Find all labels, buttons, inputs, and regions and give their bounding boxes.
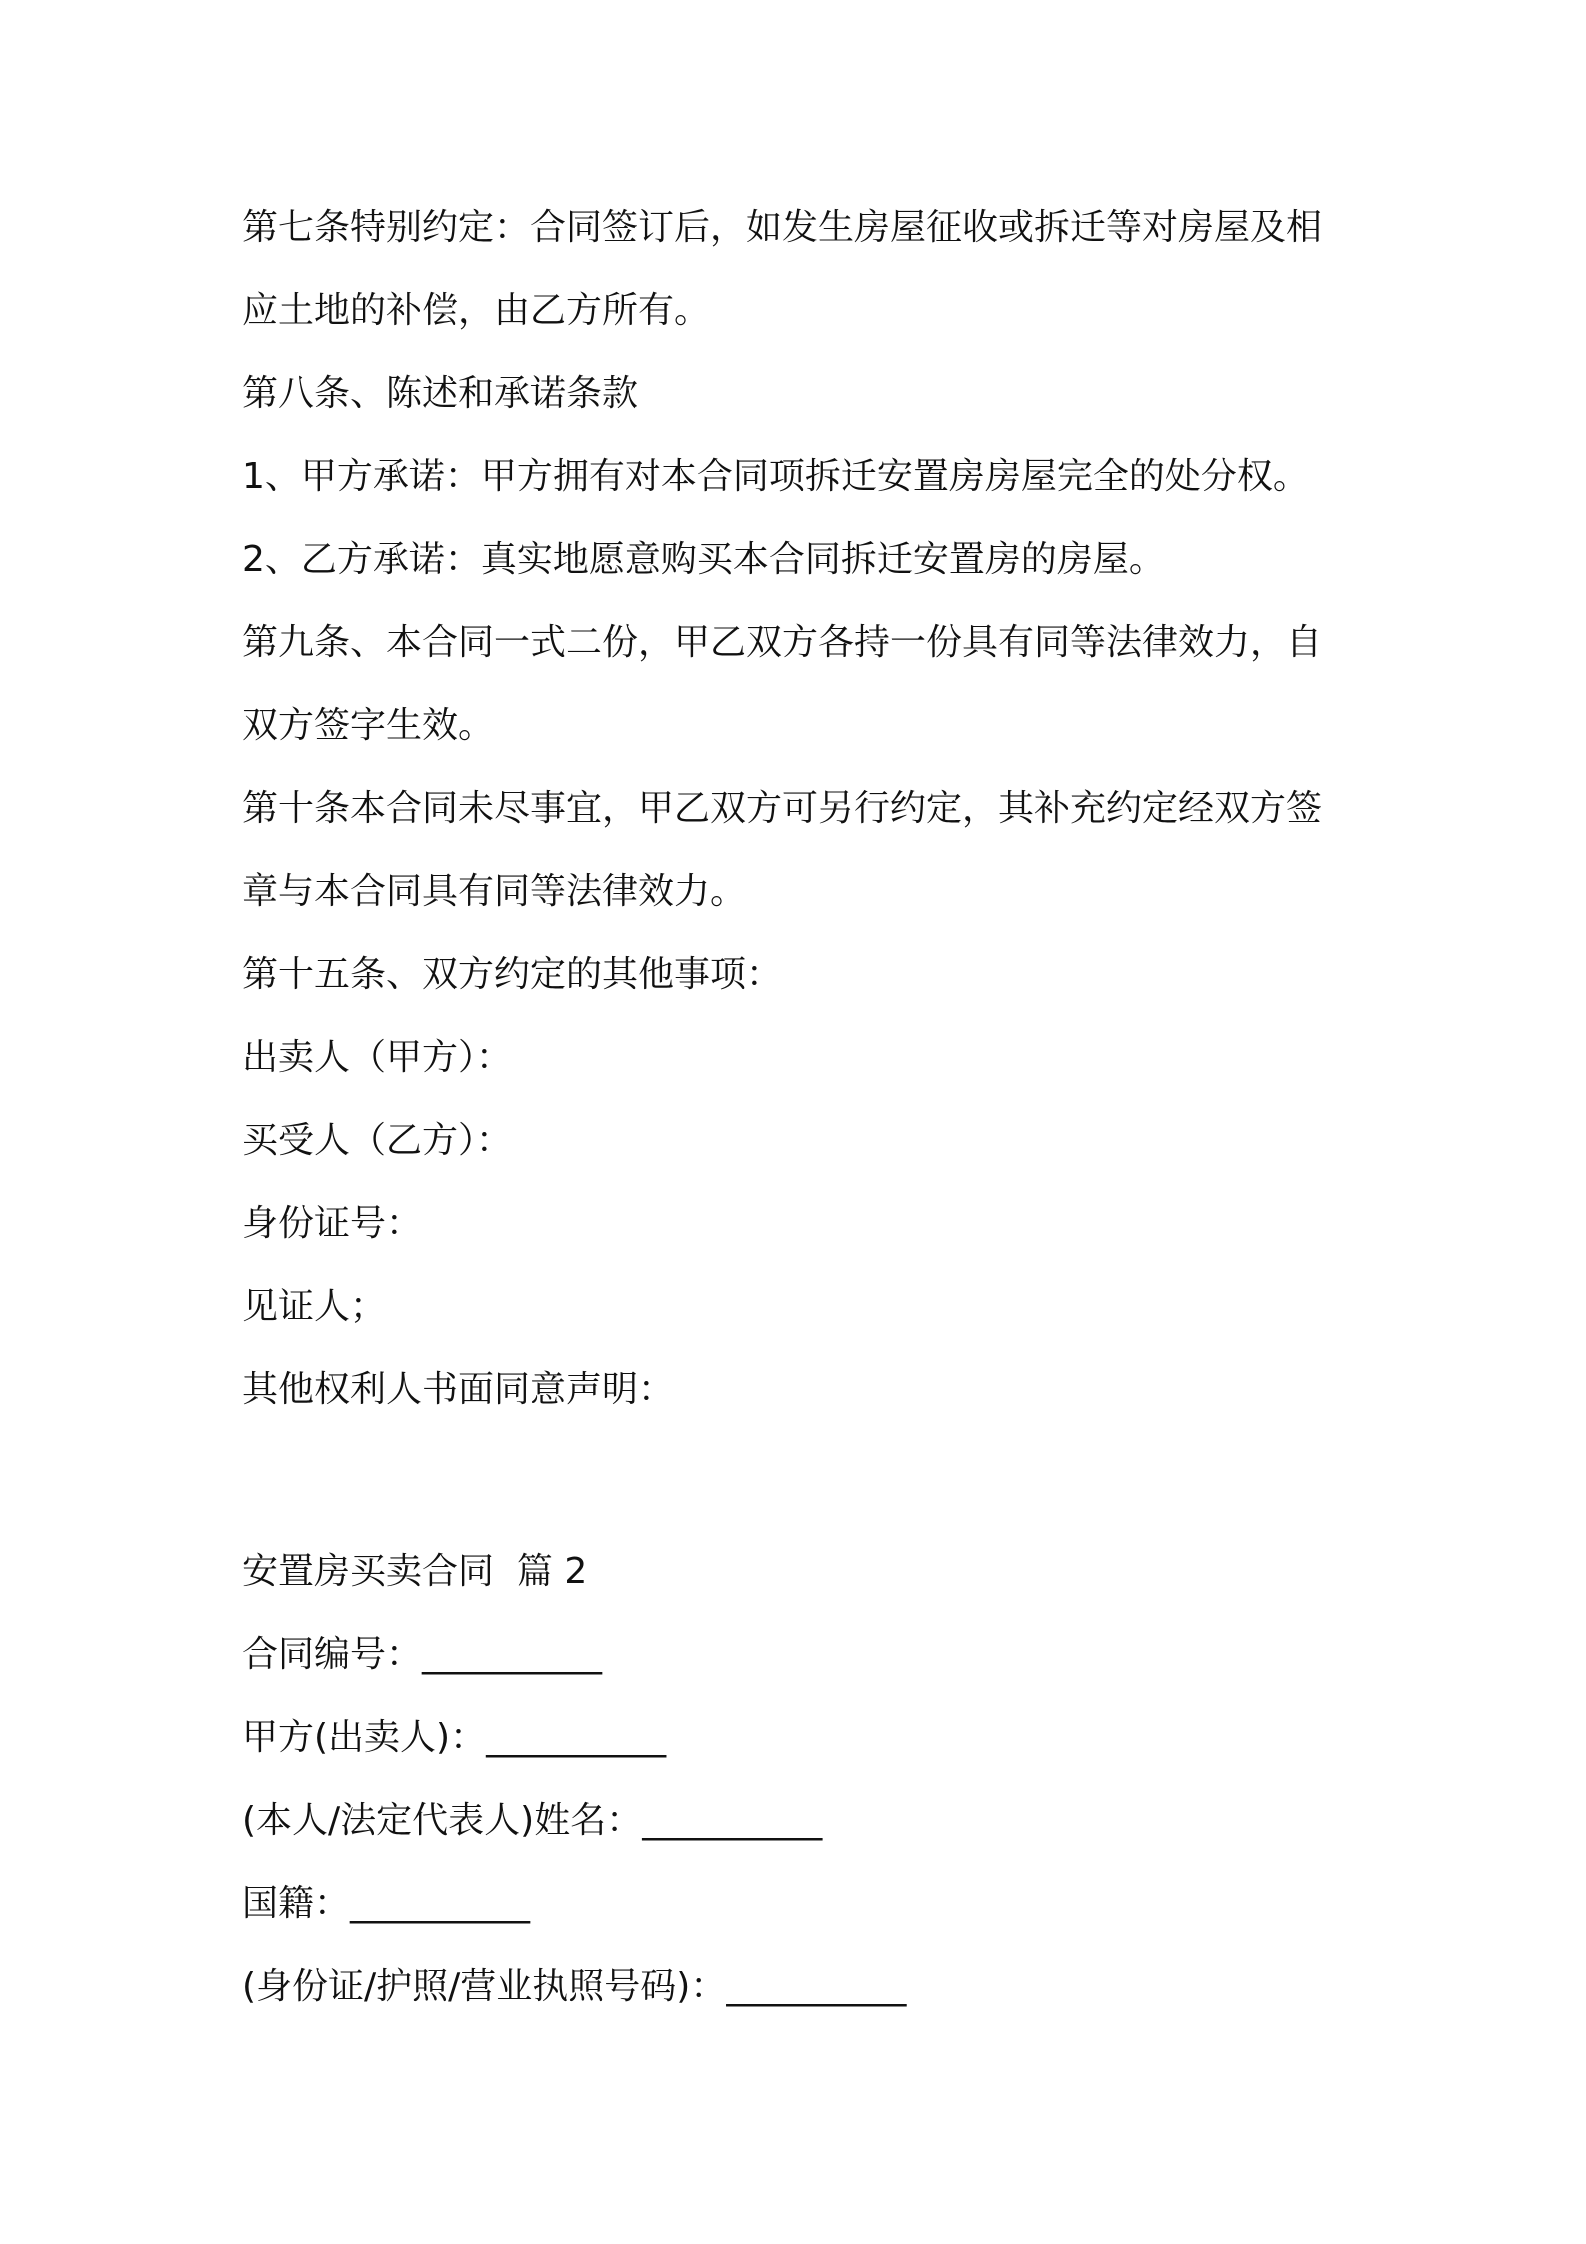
- buyer-signature-label: 买受人（乙方）：: [242, 1120, 513, 1161]
- clause-15-heading: 第十五条、双方约定的其他事项：: [242, 954, 783, 995]
- nationality-field: 国籍：__________: [242, 1883, 531, 1924]
- party-a-seller-field: 甲方(出卖人)：__________: [242, 1717, 667, 1758]
- contract-2-title: 安置房买卖合同 篇 2: [242, 1551, 588, 1592]
- clause-10-line-1: 第十条本合同未尽事宜，甲乙双方可另行约定，其补充约定经双方签: [242, 788, 1323, 829]
- id-passport-license-field: (身份证/护照/营业执照号码)：__________: [242, 1966, 907, 2007]
- clause-7-line-2: 应土地的补偿，由乙方所有。: [242, 290, 711, 331]
- party-a-commitment: 1、甲方承诺：甲方拥有对本合同项拆迁安置房房屋完全的处分权。: [242, 456, 1309, 497]
- witness-label: 见证人；: [242, 1286, 387, 1327]
- clause-8-heading: 第八条、陈述和承诺条款: [242, 373, 639, 414]
- clause-10-line-2: 章与本合同具有同等法律效力。: [242, 871, 747, 912]
- clause-9-line-1: 第九条、本合同一式二份，甲乙双方各持一份具有同等法律效力，自: [242, 622, 1323, 663]
- id-number-label: 身份证号：: [242, 1203, 423, 1244]
- clause-9-line-2: 双方签字生效。: [242, 705, 495, 746]
- seller-signature-label: 出卖人（甲方）：: [242, 1037, 513, 1078]
- clause-7-line-1: 第七条特别约定：合同签订后，如发生房屋征收或拆迁等对房屋及相: [242, 207, 1323, 248]
- other-rights-holders-label: 其他权利人书面同意声明：: [242, 1369, 675, 1410]
- representative-name-field: (本人/法定代表人)姓名：__________: [242, 1800, 823, 1841]
- contract-number-field: 合同编号：__________: [242, 1634, 603, 1675]
- party-b-commitment: 2、乙方承诺：真实地愿意购买本合同拆迁安置房的房屋。: [242, 539, 1165, 580]
